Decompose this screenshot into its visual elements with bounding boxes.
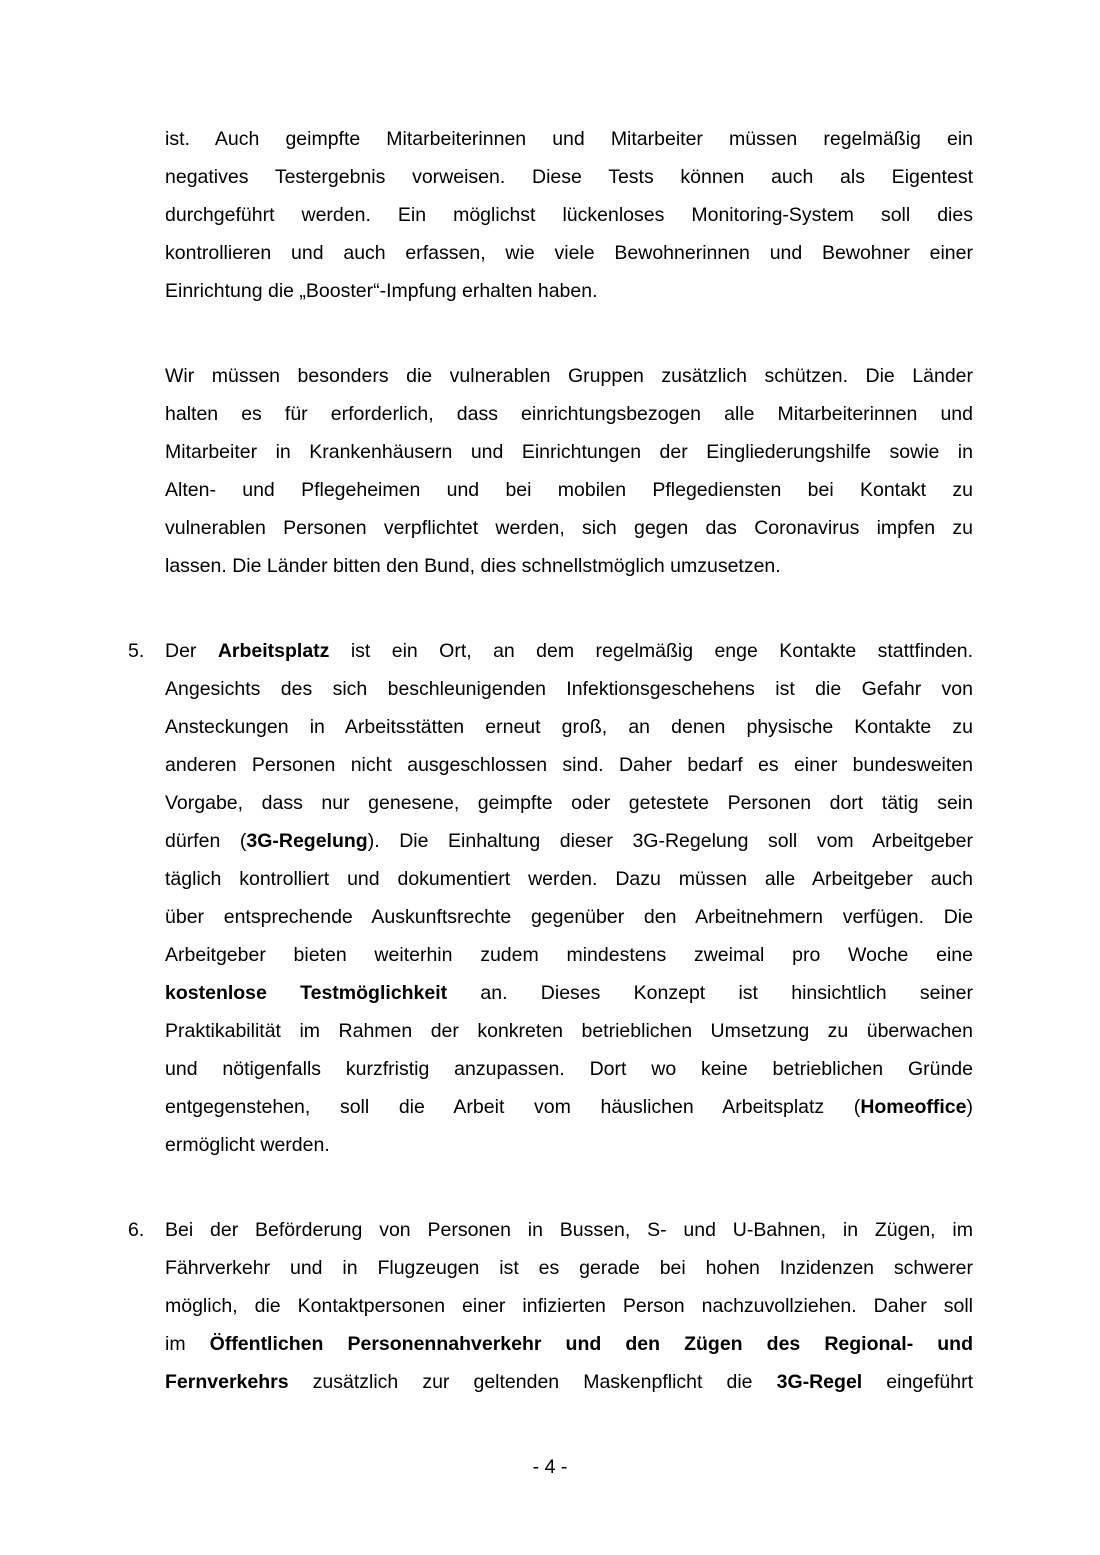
text-segment: ) [966, 1096, 973, 1118]
text-segment: ist. Auch geimpfte Mitarbeiterinnen und Mitarbeiter müssen regelmäßig ein [165, 128, 973, 150]
text-segment: Arbeitgeber bieten weiterhin zudem mindestens zweimal pro Woche eine [165, 944, 973, 966]
text-line [165, 158, 973, 196]
text-segment: Vorgabe, dass nur genesene, geimpfte oder getestete Personen dort tätig sein [165, 792, 973, 814]
bold-text-segment: 3G-Regelung [246, 830, 368, 852]
bold-text-segment: Fernverkehrs [165, 1371, 289, 1393]
text-segment: Angesichts des sich beschleunigenden Infektionsgeschehens ist die Gefahr von [165, 678, 973, 700]
text-line [165, 936, 973, 974]
text-segment: ). Die Einhaltung dieser 3G-Regelung soll vom Arbeitgeber [367, 830, 973, 852]
document-content [128, 120, 973, 1401]
text-segment: vulnerablen Personen verpflichtet werden, sich gegen das Coronavirus impfen zu [165, 517, 973, 539]
text-segment: und nötigenfalls kurzfristig anzupassen. Dort wo keine betrieblichen Gründe [165, 1058, 973, 1080]
text-segment: Fährverkehr und in Flugzeugen ist es gerade bei hohen Inzidenzen schwerer [165, 1257, 973, 1279]
text-line [165, 1012, 973, 1050]
text-segment: Praktikabilität im Rahmen der konkreten betrieblichen Umsetzung zu überwachen [165, 1020, 973, 1042]
text-segment: im [165, 1333, 210, 1355]
text-line [165, 860, 973, 898]
text-line [165, 708, 973, 746]
text-segment: durchgeführt werden. Ein möglichst lückenloses Monitoring-System soll dies [165, 204, 973, 226]
text-line [165, 120, 973, 158]
text-line [165, 1088, 973, 1126]
text-segment: lassen. Die Länder bitten den Bund, dies schnellstmöglich umzusetzen. [165, 555, 781, 577]
text-segment: Ansteckungen in Arbeitsstätten erneut groß, an denen physische Kontakte zu [165, 716, 973, 738]
list-item [128, 1211, 973, 1401]
text-line [165, 395, 973, 433]
text-segment: ist ein Ort, an dem regelmäßig enge Kontakte stattfinden. [329, 640, 973, 662]
text-segment: ermöglicht werden. [165, 1134, 330, 1156]
text-segment: täglich kontrolliert und dokumentiert werden. Dazu müssen alle Arbeitgeber auch [165, 868, 973, 890]
text-line [165, 272, 973, 310]
text-segment: Bei der Beförderung von Personen in Bussen, S- und U-Bahnen, in Zügen, im [165, 1219, 973, 1241]
text-segment: an. Dieses Konzept ist hinsichtlich seiner [447, 982, 973, 1004]
text-segment: über entsprechende Auskunftsrechte gegenüber den Arbeitnehmern verfügen. Die [165, 906, 973, 928]
text-line [165, 509, 973, 547]
text-line [165, 234, 973, 272]
text-segment: Einrichtung die „Booster“-Impfung erhalten haben. [165, 280, 598, 302]
text-line [165, 1287, 973, 1325]
text-line [165, 1363, 973, 1401]
text-line [165, 1050, 973, 1088]
bold-text-segment: Öffentlichen Personennahverkehr und den Zügen des Regional- und [209, 1333, 973, 1355]
text-line [165, 670, 973, 708]
text-segment: anderen Personen nicht ausgeschlossen sind. Daher bedarf es einer bundesweiten [165, 754, 973, 776]
bold-text-segment: Homeoffice [860, 1096, 967, 1118]
text-segment: Wir müssen besonders die vulnerablen Gruppen zusätzlich schützen. Die Länder [165, 365, 973, 387]
bold-text-segment: 3G-Regel [776, 1371, 863, 1393]
text-line [165, 632, 973, 670]
text-segment: halten es für erforderlich, dass einrichtungsbezogen alle Mitarbeiterinnen und [165, 403, 973, 425]
text-segment: negatives Testergebnis vorweisen. Diese Tests können auch als Eigentest [165, 166, 973, 188]
text-line [165, 974, 973, 1012]
text-line [165, 357, 973, 395]
paragraph [165, 120, 973, 310]
text-line [165, 1126, 973, 1164]
paragraph [165, 357, 973, 585]
page-number: - 4 - [532, 1456, 568, 1478]
list-number: 6. [128, 1219, 145, 1241]
text-segment: zusätzlich zur geltenden Maskenpflicht die [288, 1371, 777, 1393]
text-segment: eingeführt [862, 1371, 973, 1393]
text-segment: kontrollieren und auch erfassen, wie viele Bewohnerinnen und Bewohner einer [165, 242, 973, 264]
text-segment: Der [165, 640, 218, 662]
text-line [165, 822, 973, 860]
text-line [165, 547, 973, 585]
text-line [165, 784, 973, 822]
text-line [165, 1249, 973, 1287]
text-line [165, 898, 973, 936]
text-segment: möglich, die Kontaktpersonen einer infizierten Person nachzuvollziehen. Daher soll [165, 1295, 973, 1317]
text-segment: dürfen ( [165, 830, 247, 852]
text-line [165, 196, 973, 234]
bold-text-segment: kostenlose Testmöglichkeit [165, 982, 448, 1004]
text-segment: entgegenstehen, soll die Arbeit vom häuslichen Arbeitsplatz ( [165, 1096, 861, 1118]
text-line [165, 433, 973, 471]
text-line [165, 471, 973, 509]
text-line [165, 746, 973, 784]
text-segment: Mitarbeiter in Krankenhäusern und Einrichtungen der Eingliederungshilfe sowie in [165, 441, 973, 463]
text-segment: Alten- und Pflegeheimen und bei mobilen Pflegediensten bei Kontakt zu [165, 479, 973, 501]
text-line [165, 1211, 973, 1249]
list-number: 5. [128, 640, 145, 662]
text-line [165, 1325, 973, 1363]
bold-text-segment: Arbeitsplatz [217, 640, 330, 662]
list-item [128, 632, 973, 1164]
